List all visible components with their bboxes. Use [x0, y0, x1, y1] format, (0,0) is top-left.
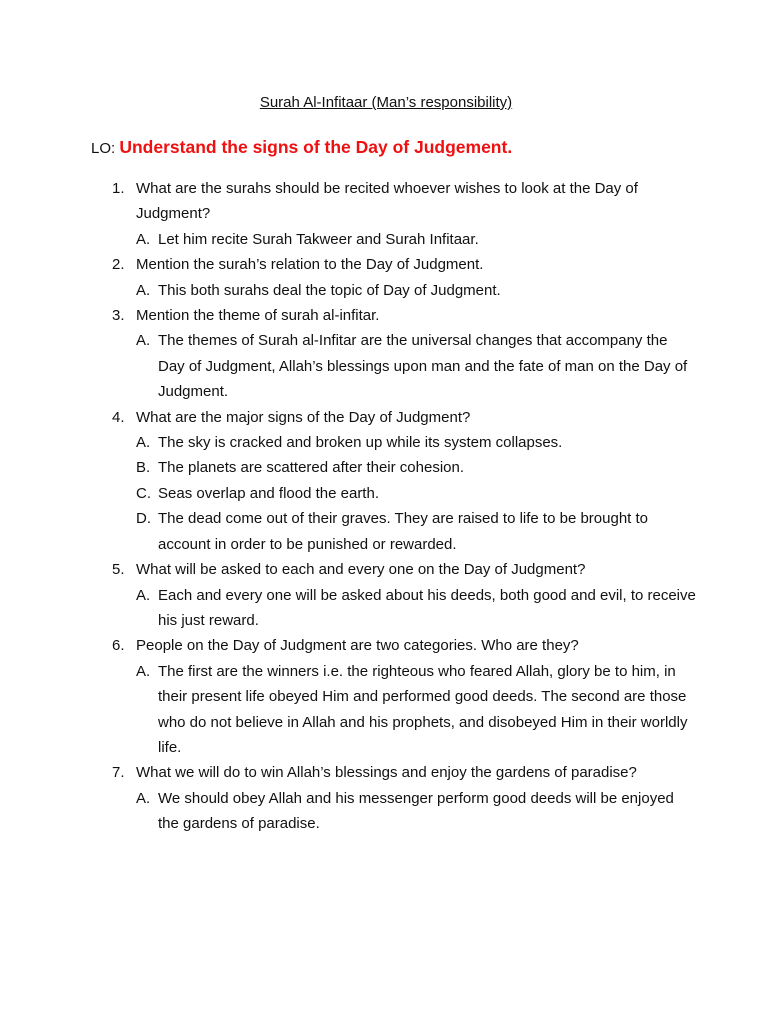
question-text: What will be asked to each and every one on the Day of Judgment? — [136, 561, 586, 579]
question-number: 1. — [112, 180, 125, 197]
answer-list — [136, 430, 698, 557]
answer-text: Let him recite Surah Takweer and Surah Infitaar. — [158, 230, 479, 248]
question-number: 5. — [112, 561, 125, 579]
answer-letter: A. — [136, 586, 151, 604]
answer-list — [136, 227, 698, 252]
answer-item — [136, 455, 698, 480]
answer-item — [136, 659, 698, 761]
question-list — [0, 176, 768, 837]
answer-letter: A. — [136, 281, 151, 299]
question-number: 6. — [112, 637, 125, 655]
answer-list — [136, 328, 698, 404]
answer-letter: A. — [136, 230, 151, 248]
answer-text: The themes of Surah al-Infitar are the universal changes that accompany the Day of Judgment, Allah’s blessings upon man and the fate of man on the Day of Judgment. — [158, 332, 688, 401]
question-text: What are the surahs should be recited whoever wishes to look at the Day of Judgment? — [136, 180, 638, 223]
question-number: 3. — [112, 307, 125, 325]
answer-text: The dead come out of their graves. They are raised to life to be brought to account in order to be punished or rewarded. — [158, 510, 649, 553]
learning-objective — [91, 132, 768, 164]
lo-text: Understand the signs of the Day of Judgement. — [119, 137, 513, 157]
answer-item — [136, 506, 698, 557]
question-item — [0, 252, 768, 303]
question-item — [0, 557, 768, 633]
question-number: 7. — [112, 764, 125, 782]
lo-prefix: LO: — [91, 140, 120, 157]
answer-letter: A. — [136, 789, 151, 807]
question-text: Mention the theme of surah al-infitar. — [136, 307, 380, 325]
answer-letter: D. — [136, 510, 151, 528]
question-item — [0, 303, 768, 405]
answer-item — [136, 481, 698, 506]
answer-text: The sky is cracked and broken up while its system collapses. — [158, 434, 563, 452]
answer-letter: B. — [136, 459, 151, 477]
answer-letter: A. — [136, 434, 151, 452]
answer-text: The planets are scattered after their cohesion. — [158, 459, 465, 477]
answer-item — [136, 430, 698, 455]
answer-list — [136, 786, 698, 837]
answer-item — [136, 227, 698, 252]
answer-list — [136, 659, 698, 761]
answer-text: This both surahs deal the topic of Day of Judgment. — [158, 281, 501, 299]
question-item — [0, 760, 768, 836]
answer-list — [136, 583, 698, 634]
answer-text: The first are the winners i.e. the righteous who feared Allah, glory be to him, in their present life obeyed Him and performed good deeds. The second are those who do not believe in Allah and his prophets, and disobeyed Him in their worldly life. — [158, 662, 688, 756]
document-title: Surah Al-Infitaar (Man’s responsibility) — [259, 94, 513, 111]
answer-item — [136, 583, 698, 634]
answer-item — [136, 278, 698, 303]
answer-letter: A. — [136, 332, 151, 350]
question-number: 2. — [112, 256, 125, 274]
question-item — [0, 633, 768, 760]
question-item — [0, 176, 768, 252]
answer-item — [136, 328, 698, 404]
answer-item — [136, 786, 698, 837]
answer-letter: C. — [136, 484, 151, 502]
answer-letter: A. — [136, 662, 151, 680]
answer-text: Each and every one will be asked about his deeds, both good and evil, to receive his just reward. — [158, 586, 696, 629]
answer-list — [136, 278, 698, 303]
answer-text: We should obey Allah and his messenger perform good deeds will be enjoyed the gardens of paradise. — [158, 789, 674, 833]
question-number: 4. — [112, 408, 125, 426]
question-text: What are the major signs of the Day of Judgment? — [136, 408, 471, 426]
answer-text: Seas overlap and flood the earth. — [158, 484, 379, 502]
question-item — [0, 405, 768, 557]
question-text: What we will do to win Allah’s blessings and enjoy the gardens of paradise? — [136, 764, 637, 782]
question-text: People on the Day of Judgment are two categories. Who are they? — [136, 637, 579, 655]
question-text: Mention the surah’s relation to the Day of Judgment. — [136, 256, 484, 274]
